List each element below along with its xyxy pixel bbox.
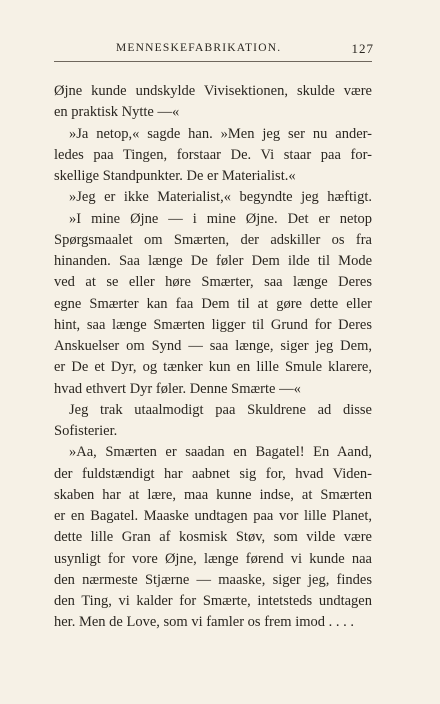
text-line: egne Smærter kan faa Dem til at gøre dette eller bbox=[54, 295, 372, 312]
text-line: Spørgsmaalet om Smærten, der adskiller os fra bbox=[54, 231, 372, 248]
text-line: skaben har at lære, maa kunne indse, at Smærten bbox=[54, 486, 372, 503]
text-line: hinanden. Saa længe De føler Dem ilde til Mode bbox=[54, 253, 372, 269]
text-line: hint, saa længe Smærten ligger til Grund for Deres bbox=[54, 316, 372, 333]
text-line: »Aa, Smærten er saadan en Bagatel! En Aand, bbox=[69, 444, 372, 461]
running-title: MENNESKEFABRIKATION. bbox=[116, 42, 282, 54]
text-line: »Jeg er ikke Materialist,« begyndte jeg hæftigt. bbox=[69, 189, 372, 206]
text-line: Øjne kunde undskylde Vivisektionen, skulde være bbox=[54, 83, 372, 99]
text-line: den Ting, vi kalder for Smærte, intetsteds undtagen bbox=[54, 593, 372, 609]
text-line: »Ja netop,« sagde han. »Men jeg ser nu ander- bbox=[69, 125, 372, 142]
text-line: er en Bagatel. Maaske undtagen paa vor lille Planet, bbox=[54, 508, 372, 524]
body-text bbox=[54, 81, 372, 634]
text-line: usynligt for vore Øjne, længe førend vi kunde naa bbox=[54, 550, 372, 567]
page-number: 127 bbox=[351, 41, 374, 56]
page-header bbox=[54, 36, 372, 66]
text-line: Anskuelser om Synd — saa længe, siger jeg Dem, bbox=[54, 338, 372, 354]
text-line: »I mine Øjne — i mine Øjne. Det er netop bbox=[69, 210, 372, 227]
text-line: hvad ethvert Dyr føler. Denne Smærte —« bbox=[54, 380, 301, 397]
text-line: der fuldstændigt har aabnet sig for, hvad Viden- bbox=[54, 465, 372, 482]
text-line: ved at se eller høre Smærter, saa længe Deres bbox=[54, 274, 372, 291]
text-line: skellige Standpunkter. De er Materialist.« bbox=[54, 168, 296, 184]
text-line: dette lille Gran af kosmisk Støv, som vilde være bbox=[54, 529, 372, 546]
text-line: Jeg trak utaalmodigt paa Skuldrene ad disse bbox=[69, 401, 372, 418]
header-rule bbox=[54, 61, 372, 62]
text-line: ledes paa Tingen, forstaar De. Vi staar paa for- bbox=[54, 146, 372, 163]
text-line: Sofisterier. bbox=[54, 423, 118, 439]
text-line: den nærmeste Stjærne — maaske, siger jeg, findes bbox=[54, 571, 372, 588]
text-line: er De et Dyr, og tænker kun en lille Smule klarere, bbox=[54, 359, 372, 376]
text-line: en praktisk Nytte —« bbox=[54, 104, 180, 121]
text-line: her. Men de Love, som vi famler os frem imod . . . . bbox=[54, 614, 355, 631]
